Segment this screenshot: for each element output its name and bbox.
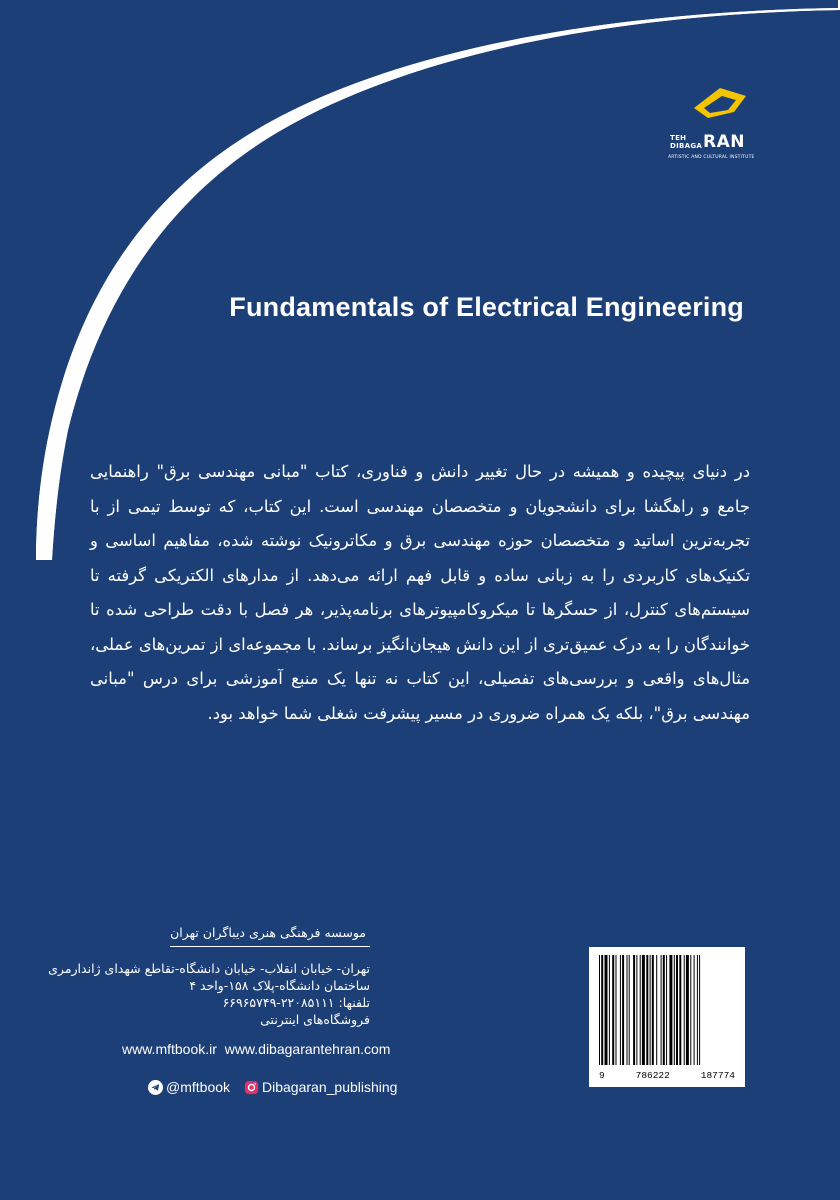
instagram-handle[interactable]: Dibagaran_publishing	[262, 1079, 398, 1095]
logo-tagline: ARTISTIC AND CULTURAL INSTITUTE	[668, 155, 755, 160]
barcode-bar	[663, 955, 665, 1065]
barcode-bar	[661, 955, 662, 1065]
barcode-bar	[616, 955, 617, 1065]
barcode-bars	[599, 955, 735, 1065]
barcode-bar	[612, 955, 614, 1065]
barcode-bar	[605, 955, 608, 1065]
barcode-bar	[609, 955, 610, 1065]
book-description: در دنیای پیچیده و همیشه در حال تغییر دانش و فناوری، کتاب "مبانی مهندسی برق" راهنمایی جامع و راهگشا برای دانشجویان و متخصصان مهندسی است. این کتاب، که توسط تیمی از با تجربه‌ترین اساتید و متخصصان حوزه مهندسی برق و مکاترونیک نوشته شده، مفاهیم اساسی و تکنیک‌های کاربردی را به زبانی ساده و قابل فهم ارائه می‌دهد. از مدارهای الکتریکی گرفته تا سیستم‌های کنترل، از حسگرها تا میکروکامپیوترهای برنامه‌پذیر، هر فصل با دقت طراحی شده تا خوانندگان را به درک عمیق‌تری از این دانش هیجان‌انگیز برساند. با مجموعه‌ای از تمرین‌های عملی، مثال‌های واقعی و بررسی‌های تفصیلی، این کتاب نه تنها یک منبع آموزشی برای درس "مبانی مهندسی برق"، بلکه یک همراه ضروری در مسیر پیشرفت شغلی شما خواهد بود.	[90, 462, 750, 723]
barcode-bar	[669, 955, 672, 1065]
barcode-bar	[640, 955, 641, 1065]
barcode-bar	[650, 955, 651, 1065]
barcode-bar	[666, 955, 667, 1065]
barcode-bar	[684, 955, 685, 1065]
social-links	[148, 1079, 397, 1095]
barcode-bar	[694, 955, 695, 1065]
address-line-2: ساختمان دانشگاه-پلاک ۱۵۸-واحد ۴	[189, 978, 370, 993]
isbn-barcode	[589, 947, 745, 1087]
barcode-bar	[627, 955, 628, 1065]
barcode-bar	[601, 955, 603, 1065]
barcode-bar	[690, 955, 691, 1065]
barcode-bar	[679, 955, 681, 1065]
isbn-digit-1: 9	[599, 1070, 605, 1081]
address-line-1: تهران- خیابان انقلاب- خیابان دانشگاه-تقاطع شهدای ژاندارمری	[48, 961, 370, 976]
website-links	[122, 1041, 390, 1057]
barcode-bar	[697, 955, 698, 1065]
barcode-bar	[629, 955, 630, 1065]
instagram-icon	[244, 1080, 259, 1095]
barcode-bar	[620, 955, 621, 1065]
publisher-divider	[170, 946, 370, 947]
barcode-bar	[646, 955, 648, 1065]
barcode-bar	[622, 955, 624, 1065]
isbn-digit-3: 187774	[700, 1070, 735, 1081]
logo-line-dibaga: DIBAGA	[670, 142, 703, 150]
barcode-bar	[636, 955, 637, 1065]
barcode-bar	[676, 955, 678, 1065]
book-title-english: Fundamentals of Electrical Engineering	[229, 292, 744, 322]
url-dibagarantehran[interactable]: www.dibagarantehran.com	[224, 1041, 391, 1057]
barcode-bar	[599, 955, 600, 1065]
online-stores-label: فروشگاه‌های اینترنتی	[260, 1012, 370, 1027]
telegram-icon	[148, 1080, 163, 1095]
logo-line-ran: RAN	[703, 132, 745, 152]
logo-mark-icon	[690, 82, 750, 124]
publisher-address	[48, 960, 370, 1028]
isbn-digits	[589, 1070, 745, 1081]
barcode-bar	[642, 955, 645, 1065]
publisher-name: موسسه فرهنگی هنری دیباگران تهران	[170, 925, 366, 940]
barcode-bar	[674, 955, 675, 1065]
barcode-bar	[633, 955, 635, 1065]
phone-numbers: تلفنها: ۲۲۰۸۵۱۱۱-۶۶۹۶۵۷۴۹	[222, 995, 370, 1010]
logo-line-teh: TEH	[670, 134, 687, 142]
barcode-bar	[656, 955, 657, 1065]
barcode-bar	[686, 955, 689, 1065]
telegram-handle[interactable]: @mftbook	[166, 1079, 231, 1095]
barcode-bar	[652, 955, 654, 1065]
isbn-digit-2: 786222	[635, 1070, 670, 1081]
url-mftbook[interactable]: www.mftbook.ir	[122, 1041, 217, 1057]
barcode-bar	[699, 955, 700, 1065]
publisher-logo	[668, 82, 758, 170]
